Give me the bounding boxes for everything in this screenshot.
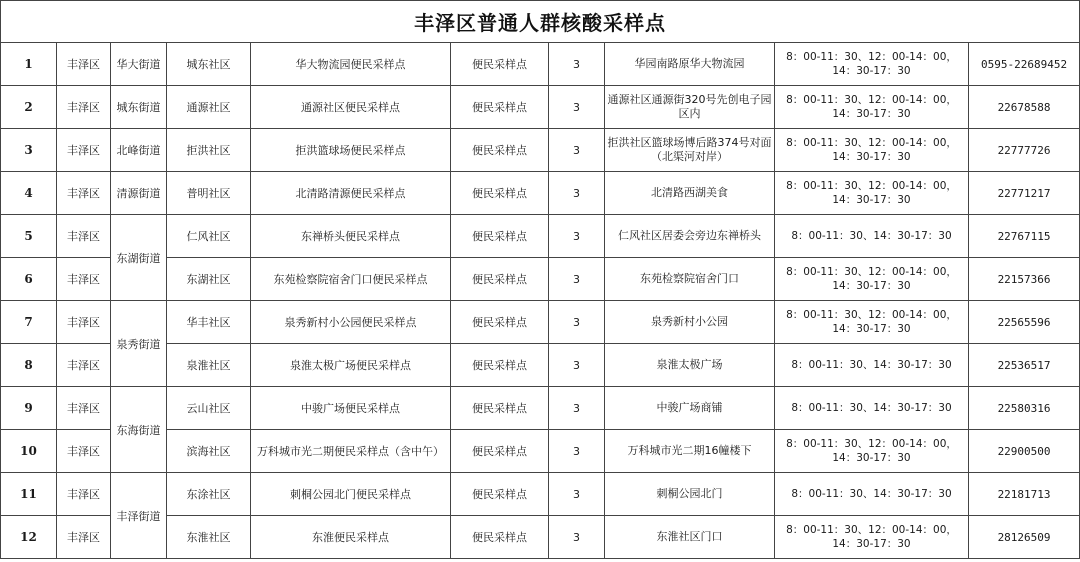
community-cell: 东涂社区 xyxy=(167,473,251,516)
count-cell: 3 xyxy=(549,473,605,516)
district-cell: 丰泽区 xyxy=(57,301,111,344)
phone-cell: 22767115 xyxy=(969,215,1080,258)
table-row xyxy=(1,172,1080,215)
address-cell: 华园南路原华大物流园 xyxy=(605,43,775,86)
hours-cell: 8：00-11：30、12：00-14：00，14：30-17：30 xyxy=(775,172,969,215)
phone-cell: 22777726 xyxy=(969,129,1080,172)
count-cell: 3 xyxy=(549,344,605,387)
row-number: 4 xyxy=(1,172,57,215)
site-type-cell: 便民采样点 xyxy=(451,172,549,215)
count-cell: 3 xyxy=(549,516,605,559)
community-cell: 拒洪社区 xyxy=(167,129,251,172)
site-name-cell: 万科城市光二期便民采样点（含中午） xyxy=(251,430,451,473)
district-cell: 丰泽区 xyxy=(57,129,111,172)
site-name-cell: 泉淮太极广场便民采样点 xyxy=(251,344,451,387)
address-cell: 万科城市光二期16幢楼下 xyxy=(605,430,775,473)
row-number: 12 xyxy=(1,516,57,559)
street-cell: 东海街道 xyxy=(111,387,167,473)
phone-cell: 22536517 xyxy=(969,344,1080,387)
site-name-cell: 东禅桥头便民采样点 xyxy=(251,215,451,258)
count-cell: 3 xyxy=(549,258,605,301)
table-row xyxy=(1,473,1080,516)
district-cell: 丰泽区 xyxy=(57,43,111,86)
site-type-cell: 便民采样点 xyxy=(451,301,549,344)
site-name-cell: 拒洪篮球场便民采样点 xyxy=(251,129,451,172)
hours-cell: 8：00-11：30、12：00-14：00，14：30-17：30 xyxy=(775,301,969,344)
address-cell: 泉淮太极广场 xyxy=(605,344,775,387)
hours-cell: 8：00-11：30、12：00-14：00，14：30-17：30 xyxy=(775,430,969,473)
table-row xyxy=(1,215,1080,258)
address-cell: 刺桐公园北门 xyxy=(605,473,775,516)
phone-cell: 22181713 xyxy=(969,473,1080,516)
street-cell: 城东街道 xyxy=(111,86,167,129)
row-number: 1 xyxy=(1,43,57,86)
hours-cell: 8：00-11：30、14：30-17：30 xyxy=(775,473,969,516)
site-name-cell: 东淮便民采样点 xyxy=(251,516,451,559)
row-number: 7 xyxy=(1,301,57,344)
hours-cell: 8：00-11：30、14：30-17：30 xyxy=(775,344,969,387)
phone-cell: 0595-22689452 xyxy=(969,43,1080,86)
district-cell: 丰泽区 xyxy=(57,86,111,129)
site-type-cell: 便民采样点 xyxy=(451,215,549,258)
row-number: 9 xyxy=(1,387,57,430)
street-cell: 东湖街道 xyxy=(111,215,167,301)
site-name-cell: 通源社区便民采样点 xyxy=(251,86,451,129)
community-cell: 仁风社区 xyxy=(167,215,251,258)
community-cell: 东湖社区 xyxy=(167,258,251,301)
table-row xyxy=(1,301,1080,344)
site-name-cell: 北清路清源便民采样点 xyxy=(251,172,451,215)
phone-cell: 22771217 xyxy=(969,172,1080,215)
street-cell: 泉秀街道 xyxy=(111,301,167,387)
site-name-cell: 中骏广场便民采样点 xyxy=(251,387,451,430)
district-cell: 丰泽区 xyxy=(57,215,111,258)
site-name-cell: 东苑检察院宿舍门口便民采样点 xyxy=(251,258,451,301)
street-cell: 丰泽街道 xyxy=(111,473,167,559)
site-type-cell: 便民采样点 xyxy=(451,516,549,559)
row-number: 8 xyxy=(1,344,57,387)
count-cell: 3 xyxy=(549,301,605,344)
district-cell: 丰泽区 xyxy=(57,172,111,215)
count-cell: 3 xyxy=(549,172,605,215)
phone-cell: 22565596 xyxy=(969,301,1080,344)
community-cell: 普明社区 xyxy=(167,172,251,215)
site-type-cell: 便民采样点 xyxy=(451,387,549,430)
count-cell: 3 xyxy=(549,43,605,86)
community-cell: 东淮社区 xyxy=(167,516,251,559)
table-title: 丰泽区普通人群核酸采样点 xyxy=(1,1,1080,43)
count-cell: 3 xyxy=(549,129,605,172)
phone-cell: 22157366 xyxy=(969,258,1080,301)
district-cell: 丰泽区 xyxy=(57,516,111,559)
table-row xyxy=(1,387,1080,430)
row-number: 6 xyxy=(1,258,57,301)
address-cell: 东苑检察院宿舍门口 xyxy=(605,258,775,301)
row-number: 10 xyxy=(1,430,57,473)
community-cell: 泉淮社区 xyxy=(167,344,251,387)
hours-cell: 8：00-11：30、12：00-14：00，14：30-17：30 xyxy=(775,129,969,172)
hours-cell: 8：00-11：30、12：00-14：00，14：30-17：30 xyxy=(775,86,969,129)
site-type-cell: 便民采样点 xyxy=(451,43,549,86)
site-type-cell: 便民采样点 xyxy=(451,344,549,387)
district-cell: 丰泽区 xyxy=(57,473,111,516)
table-row xyxy=(1,86,1080,129)
site-name-cell: 华大物流园便民采样点 xyxy=(251,43,451,86)
address-cell: 东淮社区门口 xyxy=(605,516,775,559)
site-type-cell: 便民采样点 xyxy=(451,86,549,129)
community-cell: 云山社区 xyxy=(167,387,251,430)
community-cell: 通源社区 xyxy=(167,86,251,129)
address-cell: 仁风社区居委会旁边东禅桥头 xyxy=(605,215,775,258)
address-cell: 泉秀新村小公园 xyxy=(605,301,775,344)
site-type-cell: 便民采样点 xyxy=(451,430,549,473)
phone-cell: 22678588 xyxy=(969,86,1080,129)
count-cell: 3 xyxy=(549,86,605,129)
hours-cell: 8：00-11：30、14：30-17：30 xyxy=(775,387,969,430)
row-number: 3 xyxy=(1,129,57,172)
phone-cell: 22900500 xyxy=(969,430,1080,473)
address-cell: 拒洪社区篮球场博后路374号对面（北渠河对岸） xyxy=(605,129,775,172)
street-cell: 北峰街道 xyxy=(111,129,167,172)
site-name-cell: 刺桐公园北门便民采样点 xyxy=(251,473,451,516)
site-type-cell: 便民采样点 xyxy=(451,258,549,301)
table-row xyxy=(1,129,1080,172)
street-cell: 清源街道 xyxy=(111,172,167,215)
community-cell: 华丰社区 xyxy=(167,301,251,344)
site-type-cell: 便民采样点 xyxy=(451,129,549,172)
row-number: 2 xyxy=(1,86,57,129)
community-cell: 滨海社区 xyxy=(167,430,251,473)
district-cell: 丰泽区 xyxy=(57,344,111,387)
hours-cell: 8：00-11：30、12：00-14：00，14：30-17：30 xyxy=(775,258,969,301)
address-cell: 中骏广场商铺 xyxy=(605,387,775,430)
row-number: 11 xyxy=(1,473,57,516)
address-cell: 北清路西湖美食 xyxy=(605,172,775,215)
hours-cell: 8：00-11：30、12：00-14：00，14：30-17：30 xyxy=(775,516,969,559)
phone-cell: 28126509 xyxy=(969,516,1080,559)
hours-cell: 8：00-11：30、14：30-17：30 xyxy=(775,215,969,258)
street-cell: 华大街道 xyxy=(111,43,167,86)
hours-cell: 8：00-11：30、12：00-14：00，14：30-17：30 xyxy=(775,43,969,86)
district-cell: 丰泽区 xyxy=(57,387,111,430)
phone-cell: 22580316 xyxy=(969,387,1080,430)
count-cell: 3 xyxy=(549,387,605,430)
address-cell: 通源社区通源街320号先创电子园区内 xyxy=(605,86,775,129)
row-number: 5 xyxy=(1,215,57,258)
community-cell: 城东社区 xyxy=(167,43,251,86)
count-cell: 3 xyxy=(549,430,605,473)
table-row xyxy=(1,43,1080,86)
site-type-cell: 便民采样点 xyxy=(451,473,549,516)
district-cell: 丰泽区 xyxy=(57,258,111,301)
site-name-cell: 泉秀新村小公园便民采样点 xyxy=(251,301,451,344)
count-cell: 3 xyxy=(549,215,605,258)
district-cell: 丰泽区 xyxy=(57,430,111,473)
